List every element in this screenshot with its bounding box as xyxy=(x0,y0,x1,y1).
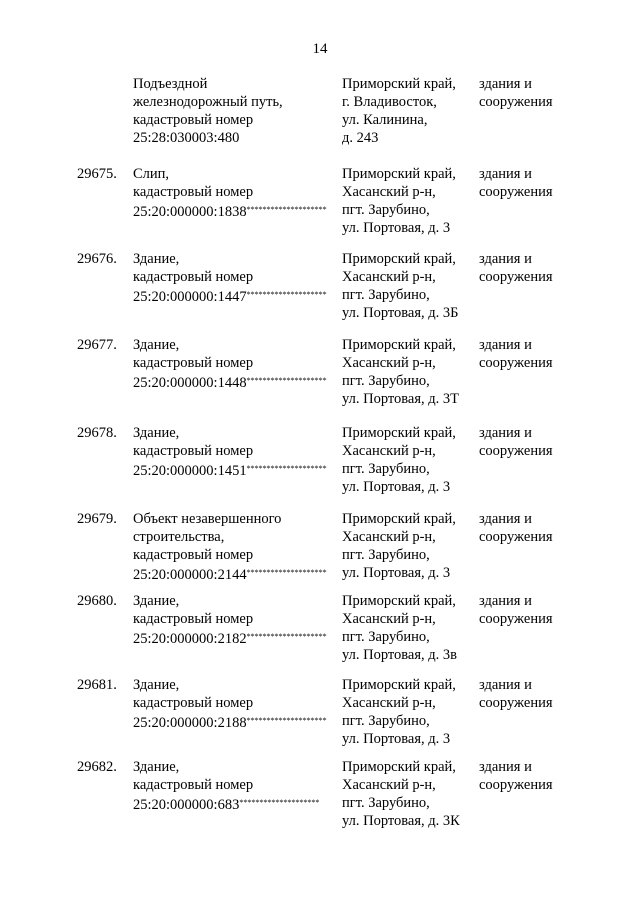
description-line xyxy=(133,794,338,814)
object-address xyxy=(342,510,477,582)
description-text: Здание, xyxy=(133,425,180,441)
description-text: 25:20:000000:1838 xyxy=(133,204,247,220)
address-line: пгт. Зарубино, xyxy=(342,461,430,477)
description-text: 25:20:000000:1447 xyxy=(133,289,247,305)
type-line: сооружения xyxy=(479,777,553,793)
type-line: здания и xyxy=(479,337,532,353)
address-line: Приморский край, xyxy=(342,677,456,693)
description-line xyxy=(133,268,338,286)
object-description xyxy=(133,165,338,221)
address-line: Приморский край, xyxy=(342,337,456,353)
type-line: сооружения xyxy=(479,443,553,459)
description-text: кадастровый номер xyxy=(133,184,254,200)
address-line: Хасанский р-н, xyxy=(342,695,436,711)
row-number: 29681. xyxy=(77,677,117,693)
description-text: Здание, xyxy=(133,251,180,267)
description-text: Объект незавершенного xyxy=(133,511,282,527)
description-text: кадастровый номер xyxy=(133,112,254,128)
address-line: пгт. Зарубино, xyxy=(342,713,430,729)
object-type xyxy=(479,75,599,111)
description-line xyxy=(133,592,338,610)
description-text: кадастровый номер xyxy=(133,355,254,371)
type-line: сооружения xyxy=(479,94,553,110)
address-line: Приморский край, xyxy=(342,759,456,775)
address-line: пгт. Зарубино, xyxy=(342,373,430,389)
object-description xyxy=(133,75,338,147)
description-text: Слип, xyxy=(133,166,170,182)
description-line xyxy=(133,129,338,147)
address-line: Приморский край, xyxy=(342,593,456,609)
type-line: здания и xyxy=(479,166,532,182)
object-description xyxy=(133,676,338,732)
row-number: 29682. xyxy=(77,759,117,775)
object-address xyxy=(342,75,477,147)
description-line xyxy=(133,354,338,372)
type-line: сооружения xyxy=(479,611,553,627)
description-text: кадастровый номер xyxy=(133,777,254,793)
address-line: ул. Калинина, xyxy=(342,112,428,128)
object-type xyxy=(479,424,599,460)
page-number: 14 xyxy=(312,41,328,57)
address-line: Приморский край, xyxy=(342,166,456,182)
address-line: Приморский край, xyxy=(342,425,456,441)
address-line: Хасанский р-н, xyxy=(342,611,436,627)
object-description xyxy=(133,592,338,648)
row-number: 29679. xyxy=(77,511,117,527)
address-line: пгт. Зарубино, xyxy=(342,287,430,303)
type-line: сооружения xyxy=(479,529,553,545)
address-line: ул. Портовая, д. 3 xyxy=(342,565,451,581)
description-line xyxy=(133,286,338,306)
type-line: здания и xyxy=(479,677,532,693)
description-text: 25:20:000000:683 xyxy=(133,797,240,813)
description-line xyxy=(133,758,338,776)
description-line xyxy=(133,676,338,694)
object-description xyxy=(133,510,338,584)
description-text: кадастровый номер xyxy=(133,611,254,627)
address-line: пгт. Зарубино, xyxy=(342,202,430,218)
description-text: кадастровый номер xyxy=(133,547,254,563)
address-line: Хасанский р-н, xyxy=(342,184,436,200)
object-description xyxy=(133,424,338,480)
type-line: здания и xyxy=(479,511,532,527)
footnote-marker: ******************** xyxy=(246,716,327,725)
description-line xyxy=(133,183,338,201)
address-line: Приморский край, xyxy=(342,251,456,267)
description-text: 25:20:000000:1448 xyxy=(133,375,247,391)
object-address xyxy=(342,250,477,322)
description-line xyxy=(133,776,338,794)
address-line: ул. Портовая, д. 3в xyxy=(342,647,458,663)
type-line: здания и xyxy=(479,76,532,92)
description-text: кадастровый номер xyxy=(133,695,254,711)
footnote-marker: ******************** xyxy=(246,290,327,299)
description-text: кадастровый номер xyxy=(133,269,254,285)
description-line xyxy=(133,694,338,712)
object-address xyxy=(342,758,477,830)
object-type xyxy=(479,676,599,712)
type-line: сооружения xyxy=(479,184,553,200)
row-number: 29680. xyxy=(77,593,117,609)
description-text: Здание, xyxy=(133,759,180,775)
description-text: железнодорожный путь, xyxy=(133,94,283,110)
footnote-marker: ******************** xyxy=(246,376,327,385)
description-line xyxy=(133,460,338,480)
address-line: ул. Портовая, д. 3К xyxy=(342,813,460,829)
type-line: здания и xyxy=(479,593,532,609)
description-line xyxy=(133,628,338,648)
description-text: Здание, xyxy=(133,677,180,693)
footnote-marker: ******************** xyxy=(239,798,320,807)
object-type xyxy=(479,510,599,546)
description-line xyxy=(133,201,338,221)
type-line: сооружения xyxy=(479,355,553,371)
description-line xyxy=(133,165,338,183)
type-line: сооружения xyxy=(479,695,553,711)
footnote-marker: ******************** xyxy=(246,632,327,641)
address-line: Хасанский р-н, xyxy=(342,777,436,793)
footnote-marker: ******************** xyxy=(246,205,327,214)
description-text: 25:20:000000:2144 xyxy=(133,567,247,583)
object-type xyxy=(479,758,599,794)
description-line xyxy=(133,442,338,460)
type-line: сооружения xyxy=(479,269,553,285)
description-line xyxy=(133,564,338,584)
description-text: Здание, xyxy=(133,337,180,353)
description-line xyxy=(133,546,338,564)
object-type xyxy=(479,165,599,201)
description-line xyxy=(133,510,338,528)
address-line: д. 243 xyxy=(342,130,379,146)
row-number: 29676. xyxy=(77,251,117,267)
description-line xyxy=(133,111,338,129)
object-address xyxy=(342,165,477,237)
object-address xyxy=(342,336,477,408)
description-line xyxy=(133,424,338,442)
address-line: пгт. Зарубино, xyxy=(342,795,430,811)
description-text: Подъездной xyxy=(133,76,208,92)
address-line: Приморский край, xyxy=(342,511,456,527)
address-line: ул. Портовая, д. 3 xyxy=(342,479,451,495)
address-line: Хасанский р-н, xyxy=(342,443,436,459)
address-line: г. Владивосток, xyxy=(342,94,437,110)
description-text: 25:20:000000:2188 xyxy=(133,715,247,731)
address-line: пгт. Зарубино, xyxy=(342,629,430,645)
description-line xyxy=(133,75,338,93)
address-line: ул. Портовая, д. 3Т xyxy=(342,391,460,407)
description-line xyxy=(133,712,338,732)
row-number: 29678. xyxy=(77,425,117,441)
type-line: здания и xyxy=(479,425,532,441)
description-text: 25:20:000000:2182 xyxy=(133,631,247,647)
description-line xyxy=(133,93,338,111)
footnote-marker: ******************** xyxy=(246,464,327,473)
address-line: Хасанский р-н, xyxy=(342,529,436,545)
object-description xyxy=(133,758,338,814)
object-description xyxy=(133,336,338,392)
address-line: Приморский край, xyxy=(342,76,456,92)
description-text: 25:28:030003:480 xyxy=(133,130,240,146)
object-address xyxy=(342,676,477,748)
address-line: Хасанский р-н, xyxy=(342,355,436,371)
description-text: 25:20:000000:1451 xyxy=(133,463,247,479)
row-number: 29677. xyxy=(77,337,117,353)
row-number: 29675. xyxy=(77,166,117,182)
object-description xyxy=(133,250,338,306)
address-line: Хасанский р-н, xyxy=(342,269,436,285)
type-line: здания и xyxy=(479,251,532,267)
footnote-marker: ******************** xyxy=(246,568,327,577)
description-text: Здание, xyxy=(133,593,180,609)
object-address xyxy=(342,592,477,664)
object-type xyxy=(479,592,599,628)
description-text: кадастровый номер xyxy=(133,443,254,459)
address-line: ул. Портовая, д. 3 xyxy=(342,731,451,747)
description-line xyxy=(133,336,338,354)
description-text: строительства, xyxy=(133,529,225,545)
object-address xyxy=(342,424,477,496)
description-line xyxy=(133,610,338,628)
description-line xyxy=(133,250,338,268)
address-line: пгт. Зарубино, xyxy=(342,547,430,563)
object-type xyxy=(479,250,599,286)
address-line: ул. Портовая, д. 3 xyxy=(342,220,451,236)
address-line: ул. Портовая, д. 3Б xyxy=(342,305,459,321)
object-type xyxy=(479,336,599,372)
description-line xyxy=(133,528,338,546)
type-line: здания и xyxy=(479,759,532,775)
description-line xyxy=(133,372,338,392)
